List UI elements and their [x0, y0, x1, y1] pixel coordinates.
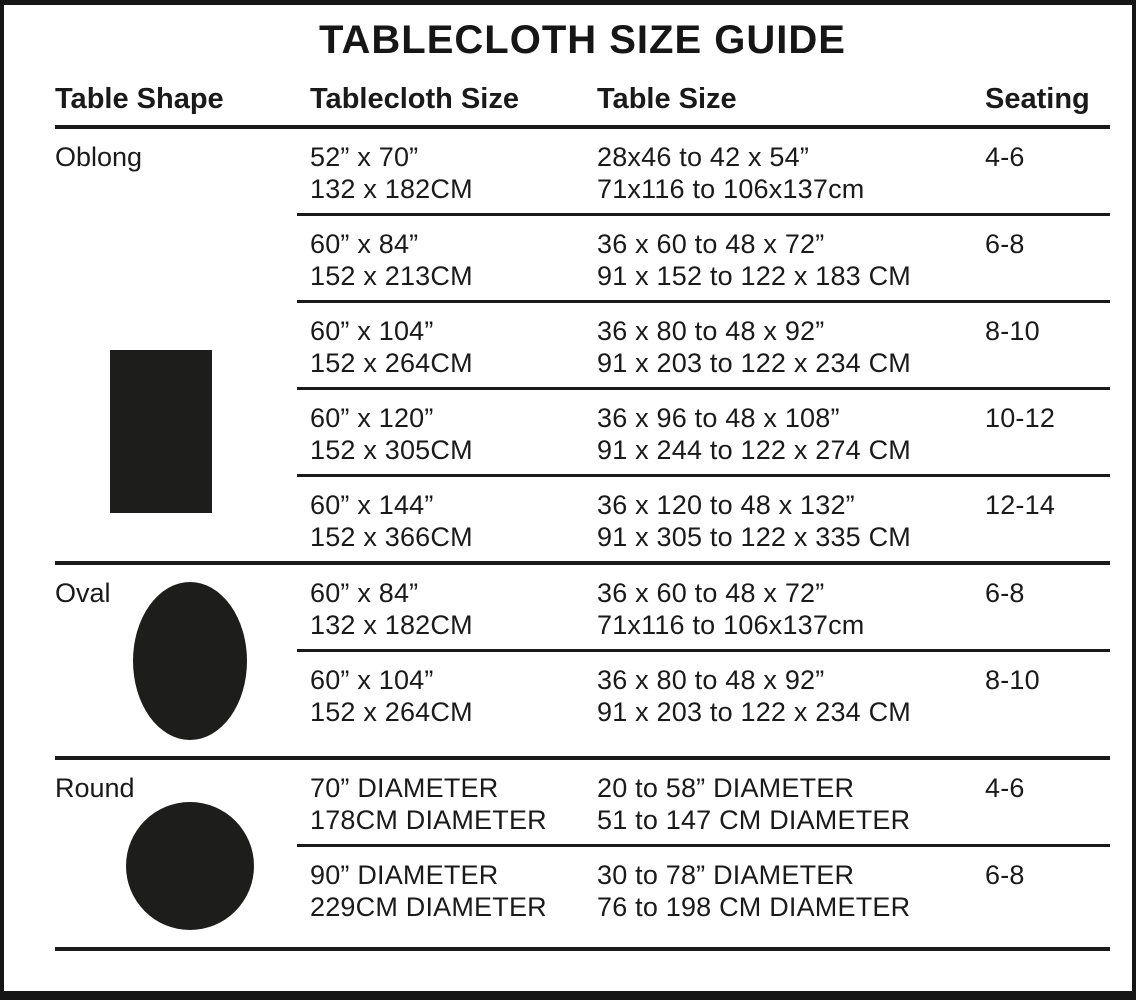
- seating-value: 6-8: [985, 229, 1025, 259]
- shape-label-oval: Oval: [55, 578, 111, 608]
- tablecloth-size-imperial: 70” DIAMETER: [310, 773, 499, 803]
- table-size-metric: 51 to 147 CM DIAMETER: [597, 805, 911, 835]
- table-row: [297, 760, 1110, 844]
- table-size-imperial: 36 x 96 to 48 x 108”: [597, 403, 840, 433]
- table-size-metric: 91 x 305 to 122 x 335 CM: [597, 522, 911, 552]
- tablecloth-size-metric: 229CM DIAMETER: [310, 892, 547, 922]
- table-row: [297, 649, 1110, 736]
- section-oblong: [55, 129, 1110, 561]
- tablecloth-size-metric: 152 x 213CM: [310, 261, 473, 291]
- oblong-rectangle-icon: [110, 350, 212, 513]
- tablecloth-size-metric: 178CM DIAMETER: [310, 805, 547, 835]
- tablecloth-size-imperial: 60” x 84”: [310, 229, 419, 259]
- column-header-seating: Seating: [985, 83, 1090, 115]
- table-row: [297, 565, 1110, 649]
- table-row: [297, 844, 1110, 931]
- tablecloth-size-imperial: 60” x 104”: [310, 665, 434, 695]
- table-size-imperial: 20 to 58” DIAMETER: [597, 773, 855, 803]
- table-size-metric: 91 x 203 to 122 x 234 CM: [597, 697, 911, 727]
- column-header-table-shape: Table Shape: [55, 83, 224, 115]
- tablecloth-size-metric: 132 x 182CM: [310, 610, 473, 640]
- table-size-metric: 71x116 to 106x137cm: [597, 610, 865, 640]
- table-row: [297, 387, 1110, 474]
- table-row: [297, 300, 1110, 387]
- size-guide-page: [4, 18, 1132, 1004]
- column-header-row: [55, 82, 1110, 129]
- section-round: [55, 756, 1110, 947]
- section-oval: [55, 561, 1110, 756]
- tablecloth-size-imperial: 52” x 70”: [310, 142, 419, 172]
- bottom-rule: [55, 947, 1110, 951]
- rows-oval: [297, 565, 1110, 736]
- table-size-metric: 91 x 152 to 122 x 183 CM: [597, 261, 911, 291]
- seating-value: 12-14: [985, 490, 1056, 520]
- oval-shape-icon: [133, 582, 247, 740]
- column-header-table-size: Table Size: [597, 83, 737, 115]
- seating-value: 8-10: [985, 316, 1040, 346]
- tablecloth-size-imperial: 60” x 144”: [310, 490, 434, 520]
- seating-value: 4-6: [985, 142, 1025, 172]
- seating-value: 10-12: [985, 403, 1056, 433]
- tablecloth-size-metric: 132 x 182CM: [310, 174, 473, 204]
- table-size-imperial: 36 x 60 to 48 x 72”: [597, 229, 825, 259]
- tablecloth-size-metric: 152 x 264CM: [310, 348, 473, 378]
- seating-value: 6-8: [985, 578, 1025, 608]
- shape-label-oblong: Oblong: [55, 142, 143, 172]
- round-circle-icon: [126, 802, 254, 930]
- table-size-metric: 76 to 198 CM DIAMETER: [597, 892, 911, 922]
- table-size-imperial: 36 x 80 to 48 x 92”: [597, 665, 825, 695]
- column-header-tablecloth-size: Tablecloth Size: [310, 83, 519, 115]
- rows-oblong: [297, 129, 1110, 561]
- tablecloth-size-imperial: 60” x 120”: [310, 403, 434, 433]
- rows-round: [297, 760, 1110, 931]
- table-row: [297, 213, 1110, 300]
- table-size-imperial: 36 x 80 to 48 x 92”: [597, 316, 825, 346]
- seating-value: 6-8: [985, 860, 1025, 890]
- tablecloth-size-imperial: 60” x 104”: [310, 316, 434, 346]
- table-size-imperial: 36 x 120 to 48 x 132”: [597, 490, 855, 520]
- table-size-imperial: 30 to 78” DIAMETER: [597, 860, 855, 890]
- shape-label-round: Round: [55, 773, 135, 803]
- seating-value: 4-6: [985, 773, 1025, 803]
- tablecloth-size-metric: 152 x 264CM: [310, 697, 473, 727]
- table-row: [297, 129, 1110, 213]
- tablecloth-size-imperial: 90” DIAMETER: [310, 860, 499, 890]
- tablecloth-size-metric: 152 x 366CM: [310, 522, 473, 552]
- table-row: [297, 474, 1110, 561]
- page-title: TABLECLOTH SIZE GUIDE: [319, 18, 846, 62]
- tablecloth-size-metric: 152 x 305CM: [310, 435, 473, 465]
- tablecloth-size-imperial: 60” x 84”: [310, 578, 419, 608]
- table-size-metric: 71x116 to 106x137cm: [597, 174, 865, 204]
- table-size-metric: 91 x 244 to 122 x 274 CM: [597, 435, 911, 465]
- table-size-imperial: 36 x 60 to 48 x 72”: [597, 578, 825, 608]
- table-size-metric: 91 x 203 to 122 x 234 CM: [597, 348, 911, 378]
- table-size-imperial: 28x46 to 42 x 54”: [597, 142, 810, 172]
- seating-value: 8-10: [985, 665, 1040, 695]
